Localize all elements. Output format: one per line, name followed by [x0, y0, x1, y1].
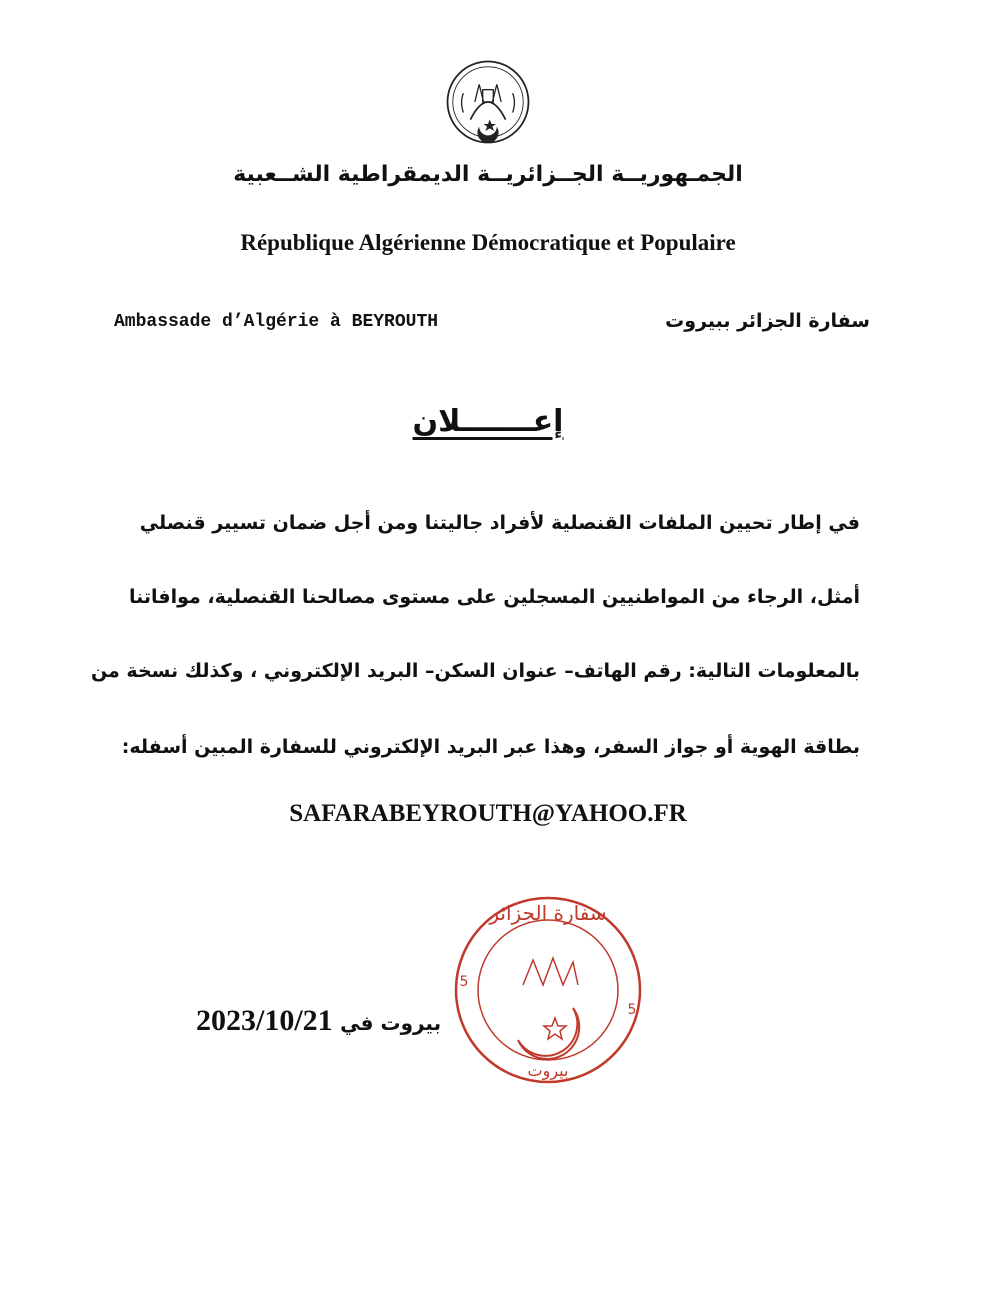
- announcement-line-1: في إطار تحيين الملفات القنصلية لأفراد جاليتنا ومن أجل ضمان تسيير قنصلي: [139, 512, 860, 534]
- signoff-place: بيروت في: [340, 1011, 442, 1035]
- republic-title-french: République Algérienne Démocratique et Populaire: [240, 230, 736, 255]
- stamp-bottom-text: بيروت: [527, 1061, 569, 1080]
- republic-title-arabic: الجمـهوريــة الجــزائريــة الديمقراطية الشــعبية: [233, 162, 743, 187]
- national-emblem-icon: [444, 58, 532, 146]
- embassy-name-french: Ambassade d’Algérie à BEYROUTH: [114, 312, 439, 332]
- announcement-title: إعـــــــلان: [412, 404, 564, 439]
- embassy-name-arabic: سفارة الجزائر ببيروت: [665, 310, 870, 332]
- official-stamp-icon: [448, 890, 648, 1090]
- announcement-line-4: بطاقة الهوية أو جواز السفر، وهذا عبر البريد الإلكتروني للسفارة المبين أسفله:: [121, 736, 860, 758]
- announcement-line-2: أمثل، الرجاء من المواطنيين المسجلين على مستوى مصالحنا القنصلية، موافاتنا: [128, 586, 860, 608]
- stamp-number-right: 5: [627, 1002, 637, 1018]
- announcement-line-3: بالمعلومات التالية: رقم الهاتف– عنوان السكن– البريد الإلكتروني ، وكذلك نسخة من: [90, 660, 860, 682]
- stamp-top-text: سفارة الجزائر: [489, 901, 607, 925]
- stamp-number-left: 5: [459, 974, 469, 990]
- signoff-date: 2023/10/21: [196, 1004, 333, 1037]
- embassy-email: SAFARABEYROUTH@YAHOO.FR: [289, 800, 687, 827]
- signoff-place-date: [196, 1004, 441, 1038]
